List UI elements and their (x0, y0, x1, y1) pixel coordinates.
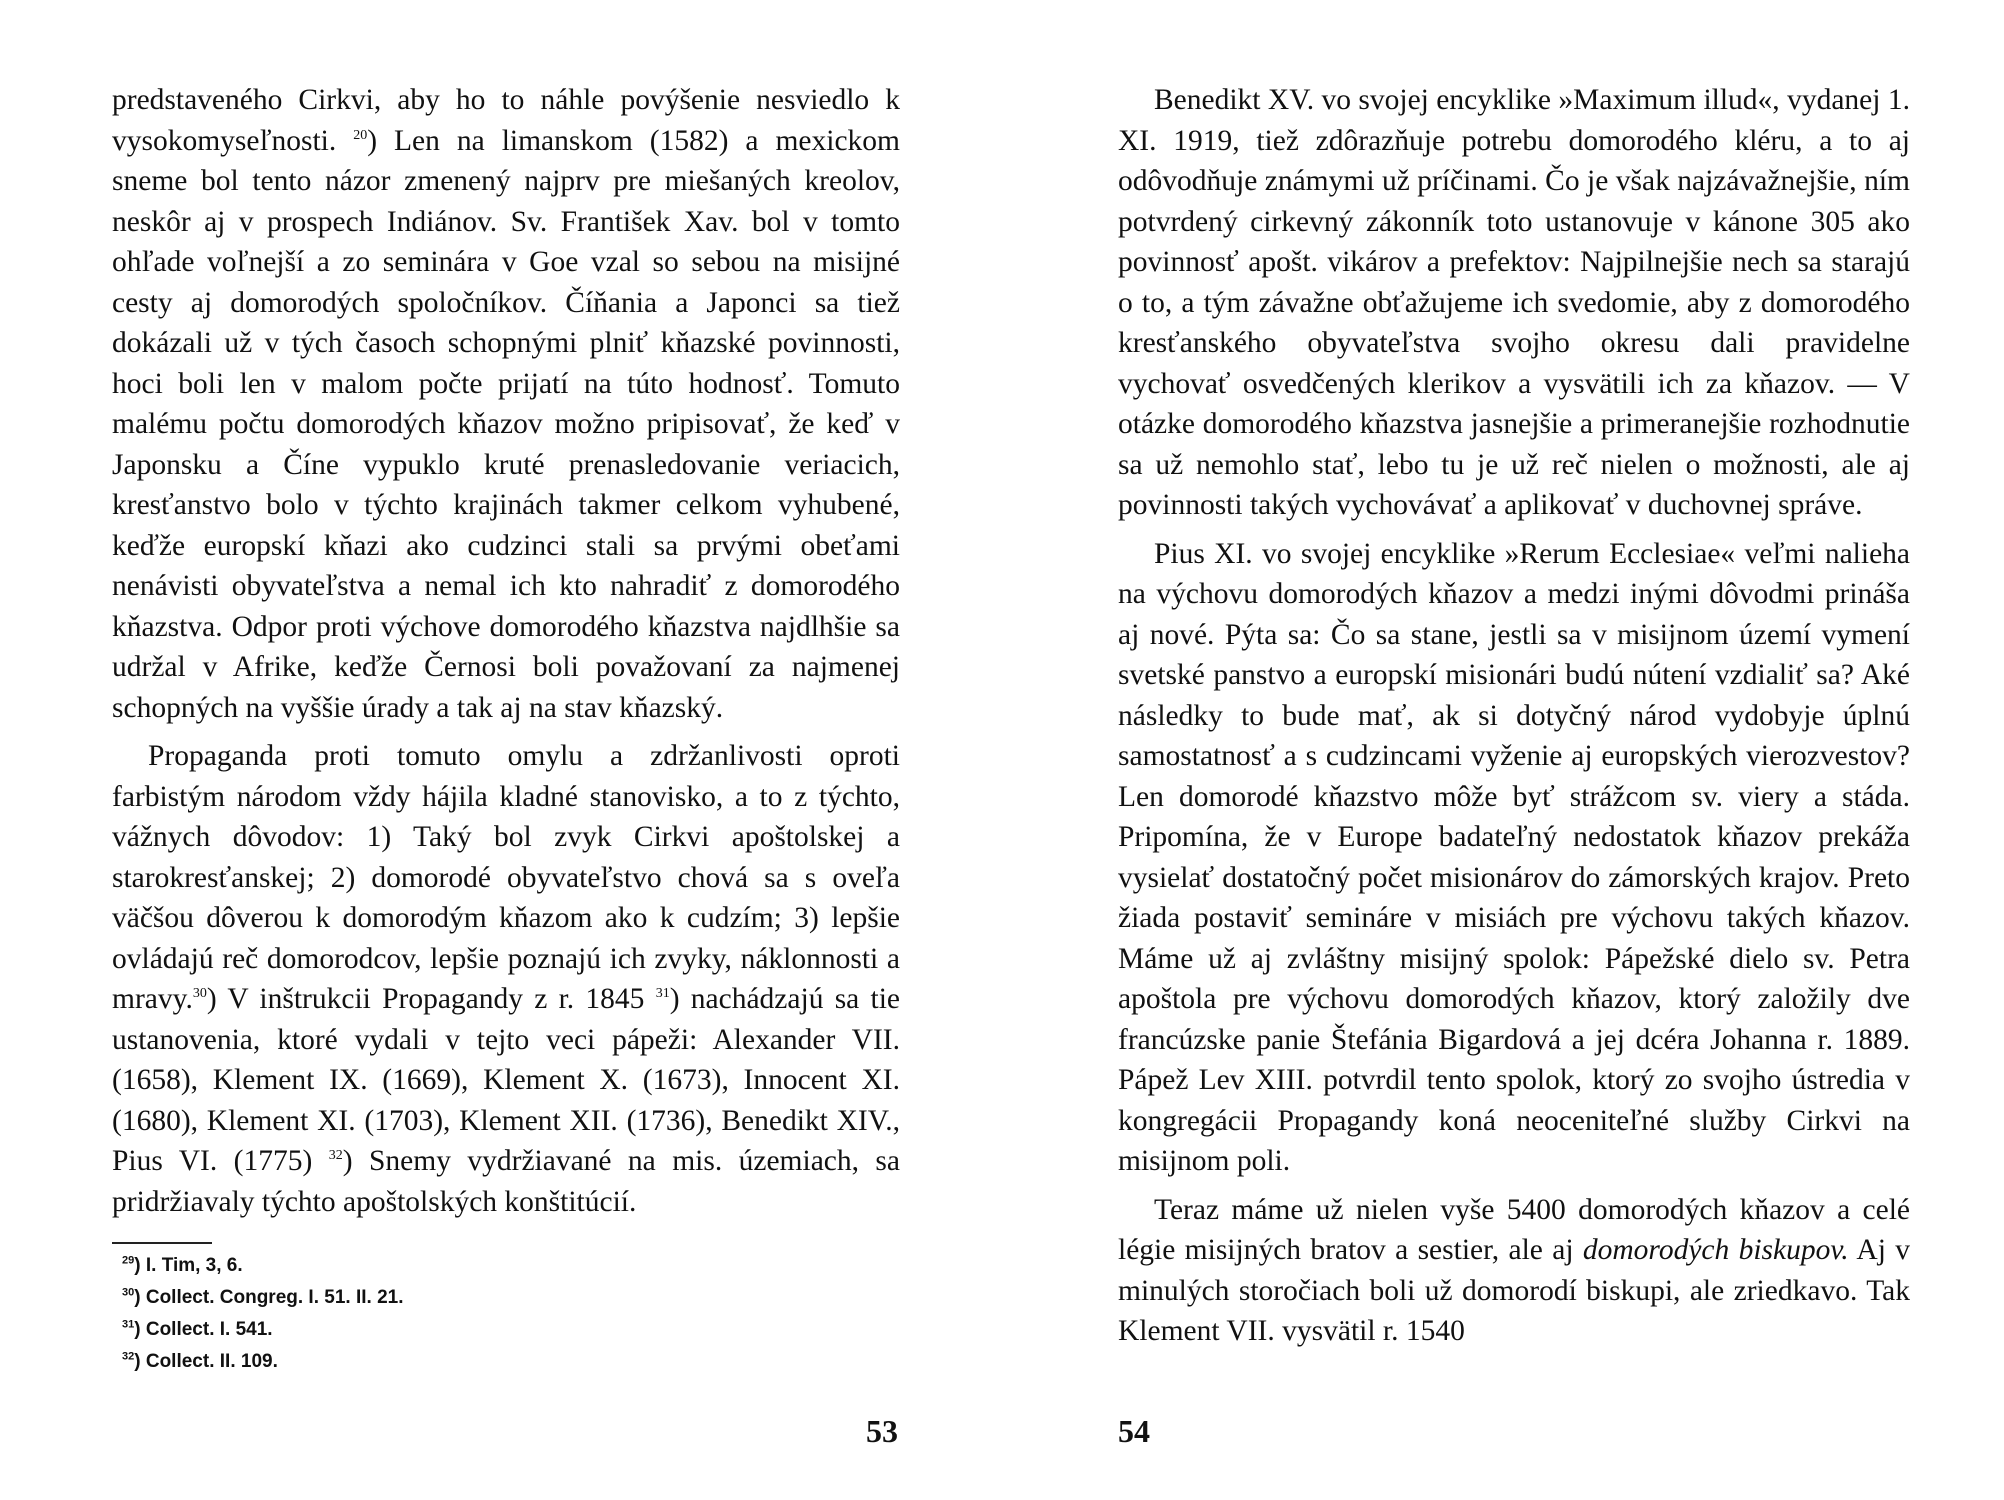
left-para2-text-a: Propaganda proti tomuto omylu a zdržanlivosti oproti farbistým národom vždy hájila kladné stanovisko, a to z týchto, vážnych dôvodov: 1) Taký bol zvyk Cirkvi apoštolskej a starokresťanskej; 2) domorodé obyvateľstvo chová sa s oveľa väčšou dôverou k domorodým kňazom ako k cudzím; 3) lepšie ovládajú reč domorodcov, lepšie poznajú ich zvyky, náklonnosti a mravy. (112, 740, 900, 1015)
footnote-number: 30 (122, 1286, 135, 1299)
page-number-left: 53 (866, 1413, 898, 1449)
footnote (112, 1314, 812, 1346)
footnotes (112, 1250, 812, 1378)
footnote-ref: 20 (353, 127, 368, 143)
footnote-text: ) Collect. Congreg. I. 51. II. 21. (134, 1287, 404, 1308)
left-para2-text-d: ) Snemy vydržiavané na mis. územiach, sa pridržiavaly týchto apoštolských konštitúcií. (112, 1145, 901, 1218)
footnote-text: ) Collect. II. 109. (134, 1351, 278, 1372)
left-paragraph-2 (112, 736, 900, 1222)
left-para2-text-c: ) nachádzajú sa tie ustanovenia, ktoré vydali v tejto veci pápeži: Alexander VII. (1658), Klement IX. (1669), Klement X. (1673), Innocent XI. (1680), Klement XI. (1703), Klement XII. (1736), Benedikt XIV., Pius VI. (1775) (112, 983, 901, 1177)
footnote-ref: 31 (655, 986, 670, 1002)
right-para3-text-a: Teraz máme už nielen vyše 5400 domorodých kňazov a celé légie misijných bratov a sestier, ale aj (1118, 1193, 1910, 1266)
right-para3-text-b: Aj v minulých storočiach boli už domorodí biskupi, ale zriedkavo. Tak Klement VII. vysvätil r. 1540 (1118, 1234, 1911, 1347)
footnote-ref: 30 (192, 986, 207, 1002)
left-para2-text-b: ) V inštrukcii Propagandy z r. 1845 (206, 983, 645, 1015)
right-paragraph-1: Benedikt XV. vo svojej encyklike »Maximum illud«, vydanej 1. XI. 1919, tiež zdôrazňuje potrebu domorodého kléru, a to aj odôvodňuje známymi už príčinami. Čo je však najzávažnejšie, ním potvrdený cirkevný zákonník toto ustanovuje v kánone 305 ako povinnosť apošt. vikárov a prefektov: Najpilnejšie nech sa starajú o to, a tým závažne obťažujeme ich svedomie, aby z domorodého kresťanského obyvateľstva svojho okresu dali pravidelne vychovať osvedčených klerikov a vysvätili ich za kňazov. — V otázke domorodého kňazstva jasnejšie a primeranejšie rozhodnutie sa už nemohlo stať, lebo tu je už reč nielen o možnosti, ale aj povinnosti takých vychovávať a aplikovať v duchovnej správe. (1118, 84, 1910, 521)
footnote (112, 1282, 812, 1314)
footnote-number: 32 (122, 1350, 135, 1363)
left-para1-text: predstaveného Cirkvi, aby ho to náhle povýšenie nesviedlo k vysokomyseľnosti. (112, 84, 900, 157)
footnote-ref: 32 (328, 1148, 343, 1164)
right-paragraph-2: Pius XI. vo svojej encyklike »Rerum Ecclesiae« veľmi nalieha na výchovu domorodých kňazov a medzi inými dôvodmi prináša aj nové. Pýta sa: Čo sa stane, jestli sa v misijnom území vymení svetské panstvo a europskí misionári budú nútení vzdialiť sa? Aké následky to bude mať, ak si dotyčný národ vydobyje úplnú samostatnosť a s cudzincami vyženie aj europských vierozvestov? Len domorodé kňazstvo môže byť strážcom sv. viery a stáda. Pripomína, že v Europe badateľný nedostatok kňazov prekáža vysielať dostatočný počet misionárov do zámorských krajov. Preto žiada postaviť semináre v misiách pre výchovu takých kňazov. Máme už aj zvláštny misijný spolok: Pápežské dielo sv. Petra apoštola pre výchovu domorodých kňazov, ktorý založily dve francúzske panie Štefánia Bigardová a jej dcéra Johanna r. 1889. Pápež Lev XIII. potvrdil tento spolok, ktorý zo svojho ústredia v kongregácii Propagandy koná neoceniteľné služby Cirkvi na misijnom poli. (1118, 537, 1910, 1177)
footnote-text: ) Collect. I. 541. (134, 1319, 273, 1340)
right-page (1118, 80, 1910, 1352)
footnote (112, 1346, 812, 1378)
left-para1-text-b: ) Len na limanskom (1582) a mexickom sneme bol tento názor zmenený najprv pre miešaných kreolov, neskôr aj v prospech Indiánov. Sv. František Xav. bol v tomto ohľade voľnejší a zo seminára v Goe vzal so sebou na misijné cesty aj domorodých spoločníkov. Číňania a Japonci sa tiež dokázali už v tých časoch schopnými plniť kňazské povinnosti, hoci boli len v malom počte prijatí na túto hodnosť. Tomuto malému počtu domorodých kňazov možno pripisovať, že keď v Japonsku a Číne vypuklo kruté prenasledovanie veriacich, kresťanstvo bolo v týchto krajinách takmer celkom vyhubené, keďže europskí kňazi ako cudzinci stali sa prvými obeťami nenávisti obyvateľstva a nemal ich kto nahradiť z domorodého kňazstva. Odpor proti výchove domorodého kňazstva najdlhšie sa udržal v Afrike, keďže Černosi boli považovaní za najmenej schopných na vyššie úrady a tak aj na stav kňazský. (112, 124, 901, 724)
page-number-right: 54 (1118, 1413, 1150, 1449)
footnote (112, 1250, 812, 1282)
right-paragraph-3 (1118, 1190, 1910, 1352)
footnote-rule (112, 1242, 212, 1250)
left-page (112, 80, 900, 1378)
left-paragraph-1 (112, 80, 900, 728)
footnote-number: 31 (122, 1318, 135, 1331)
footnote-text: ) I. Tim, 3, 6. (134, 1255, 243, 1276)
right-para3-emphasis: domorodých biskupov. (1582, 1234, 1849, 1266)
footnote-number: 29 (122, 1254, 135, 1267)
